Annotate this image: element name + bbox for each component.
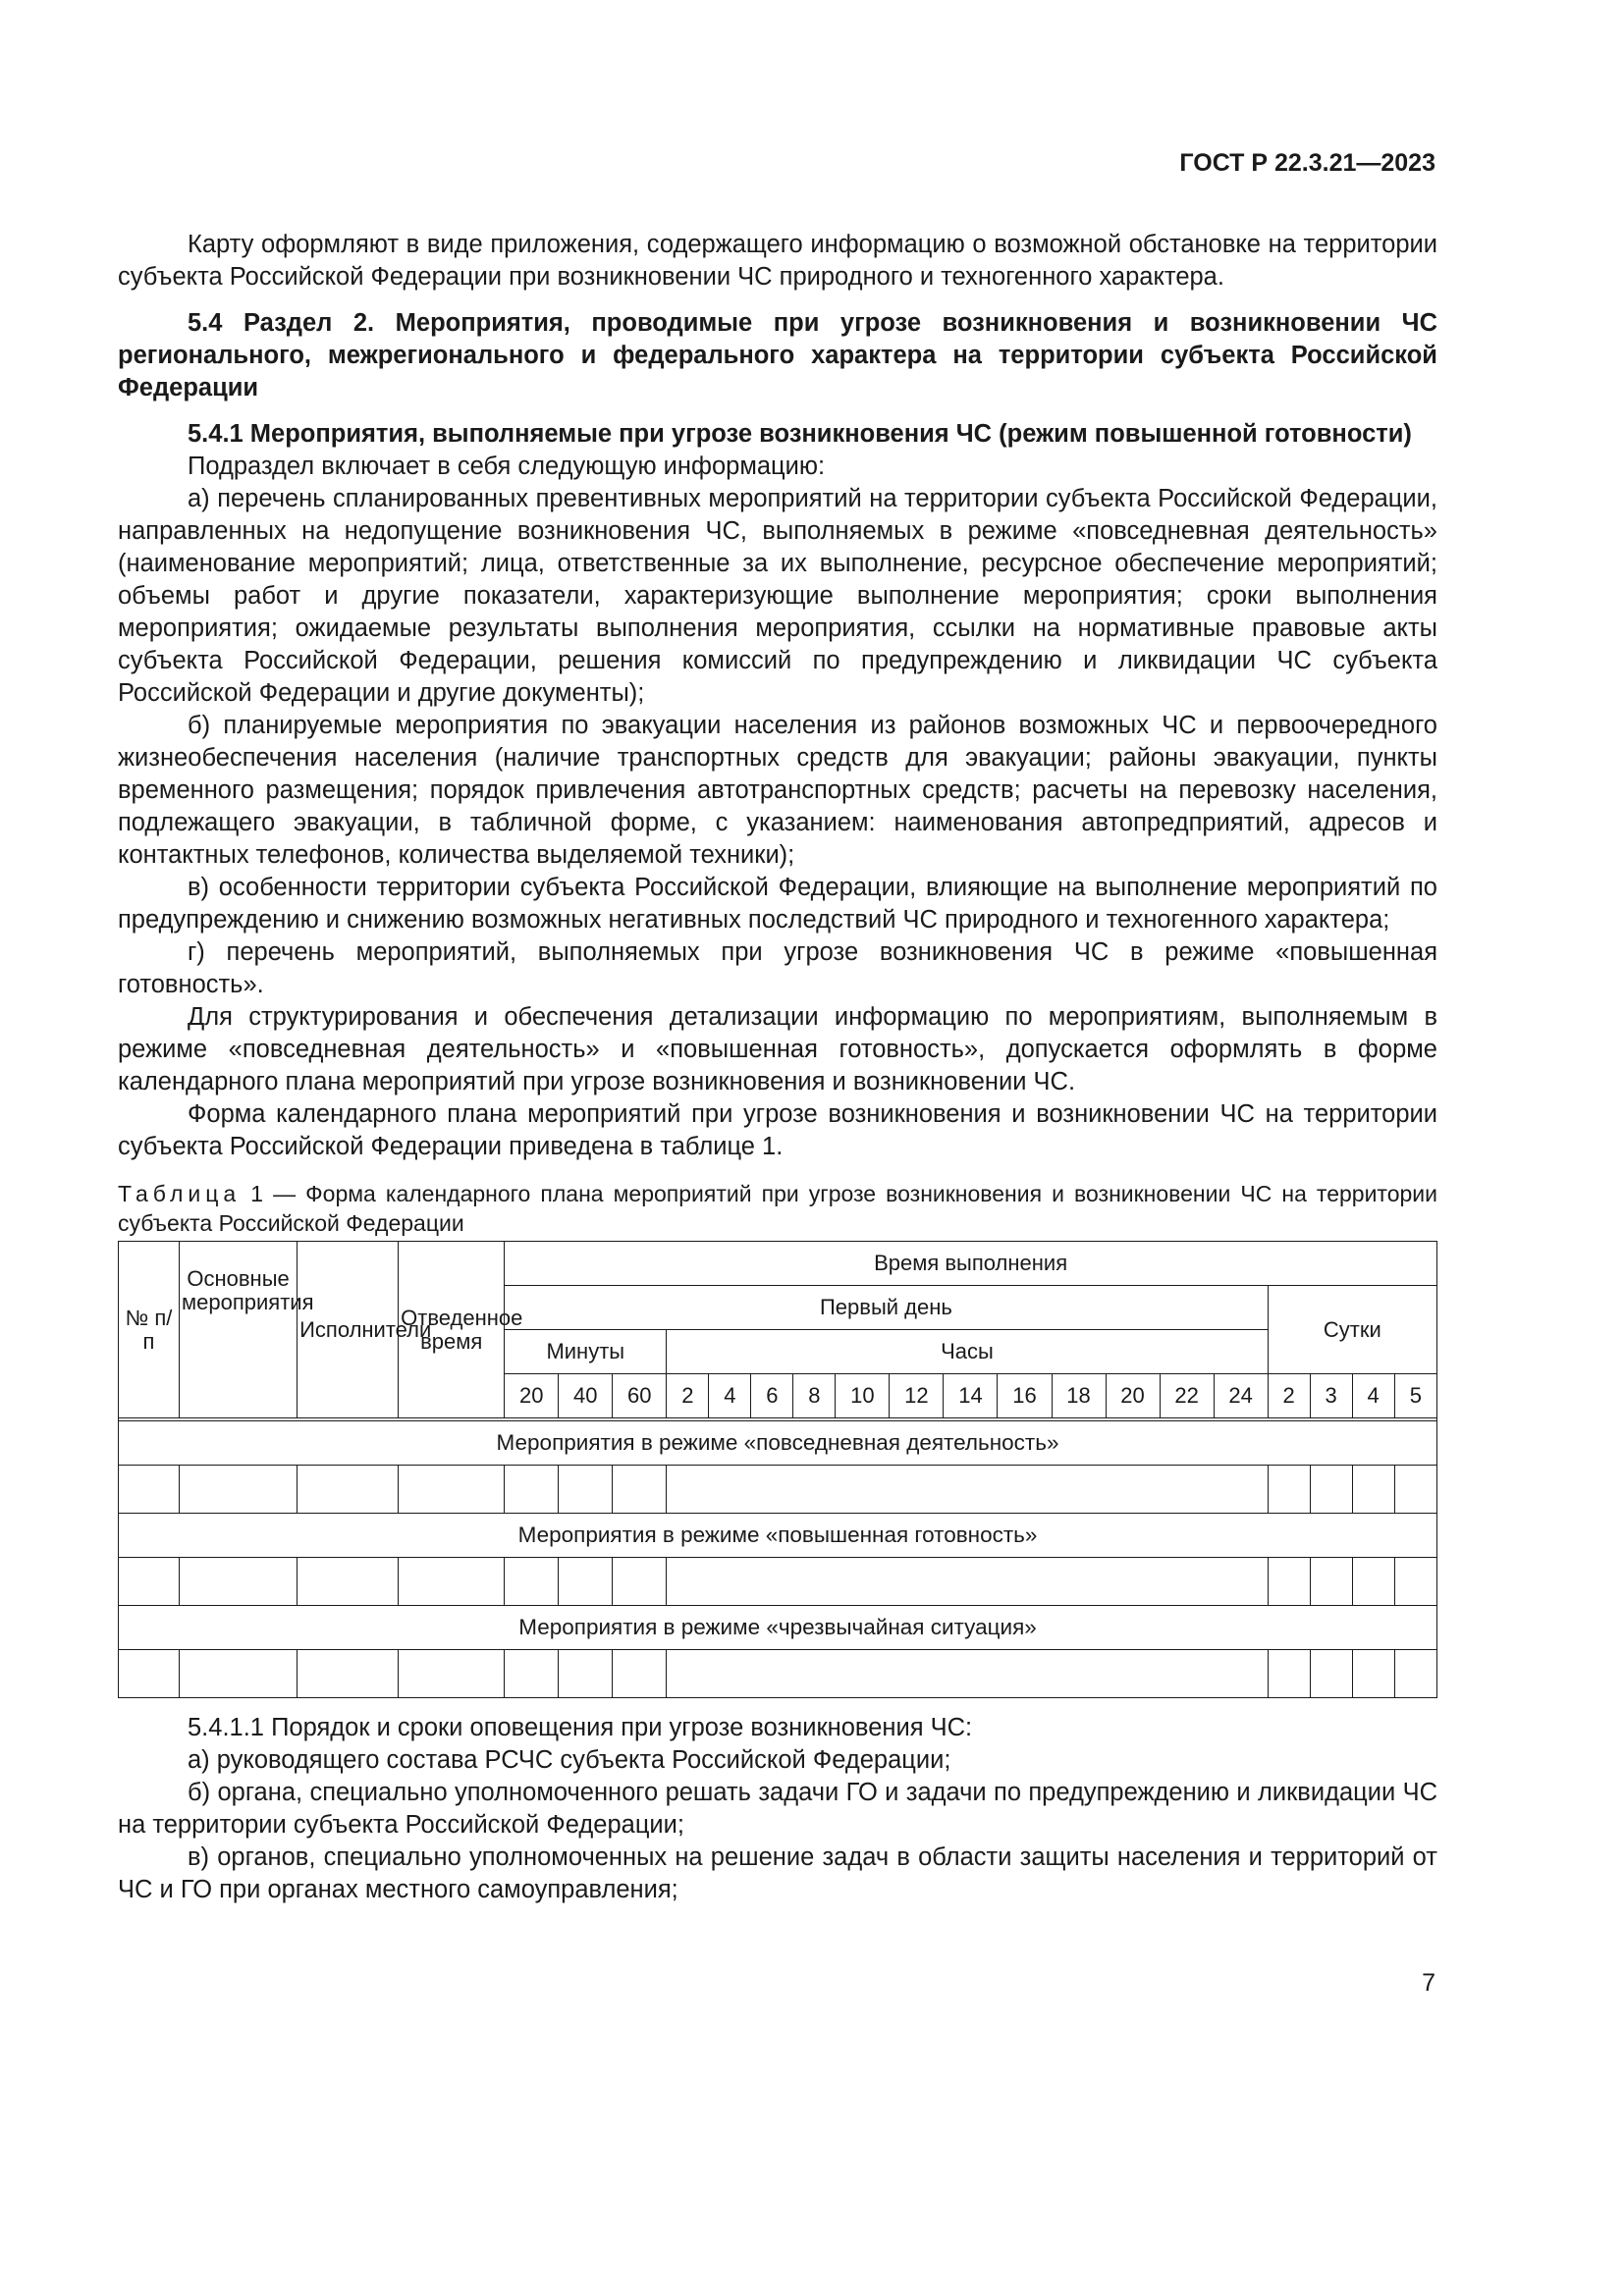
table-row [119,1650,1437,1698]
day-tick: 3 [1310,1374,1352,1418]
table-row [119,1466,1437,1514]
col-header-allotted-time: Отведенное время [399,1242,505,1418]
hour-tick: 20 [1106,1374,1160,1418]
mode-row [119,1514,1437,1558]
col-header-executors: Исполнители [298,1242,399,1418]
hour-tick: 24 [1214,1374,1268,1418]
day-tick: 2 [1268,1374,1310,1418]
hour-tick: 22 [1160,1374,1214,1418]
document-header: ГОСТ Р 22.3.21—2023 [1179,149,1435,177]
minute-tick: 20 [505,1374,559,1418]
hour-tick: 10 [836,1374,890,1418]
mode-everyday: Мероприятия в режиме «повседневная деятельность» [119,1421,1437,1466]
hour-tick: 14 [944,1374,998,1418]
mode-high-readiness: Мероприятия в режиме «повышенная готовность» [119,1514,1437,1558]
col-header-minutes: Минуты [505,1330,667,1374]
table-row [119,1558,1437,1606]
col-header-main-activities: Основные мероприятия [180,1242,298,1418]
page-number: 7 [1422,1969,1435,1997]
list-item: а) руководящего состава РСЧС субъекта Российской Федерации; [188,1746,951,1774]
col-header-days: Сутки [1268,1286,1436,1374]
hour-tick: 12 [890,1374,944,1418]
calendar-plan-table [118,1241,1437,1698]
list-item: г) перечень мероприятий, выполняемых при угрозе возникновения ЧС в режиме «повышенная готовность». [118,938,1437,998]
section-heading: 5.4 Раздел 2. Мероприятия, проводимые при угрозе возникновения и возникновении ЧС регионального, межрегионального и федерального характера на территории субъекта Российской Федерации [118,309,1437,401]
list-item: б) органа, специально уполномоченного решать задачи ГО и задачи по предупреждению и ликвидации ЧС на территории субъекта Российской Федерации; [118,1779,1437,1839]
col-header-number: № п/п [119,1242,180,1418]
mode-emergency: Мероприятия в режиме «чрезвычайная ситуация» [119,1606,1437,1650]
col-header-hours: Часы [667,1330,1268,1374]
mode-row [119,1606,1437,1650]
table-caption-label: Таблица [118,1181,242,1206]
hour-tick: 18 [1052,1374,1106,1418]
col-header-execution-time: Время выполнения [505,1242,1437,1286]
mode-row [119,1421,1437,1466]
table-caption [118,1179,1437,1238]
col-header-first-day: Первый день [505,1286,1268,1330]
subsection-paragraph: 5.4.1.1 Порядок и сроки оповещения при угрозе возникновения ЧС: [188,1714,973,1741]
hour-tick: 2 [667,1374,709,1418]
paragraph: Карту оформляют в виде приложения, содержащего информацию о возможной обстановке на территории субъекта Российской Федерации при возникновении ЧС природного и техногенного характера. [118,231,1437,291]
table-caption-text: 1 — Форма календарного плана мероприятий при угрозе возникновения и возникновении ЧС на территории субъекта Российской Федерации [118,1181,1437,1236]
minute-tick: 60 [613,1374,667,1418]
list-item: б) планируемые мероприятия по эвакуации населения из районов возможных ЧС и первоочередного жизнеобеспечения населения (наличие транспортных средств для эвакуации; районы эвакуации, пункты временного размещения; порядок привлечения автотранспортных средств; расчеты на перевозку населения, подлежащего эвакуации, в табличной форме, с указанием: наименования автопредприятий, адресов и контактных телефонов, количества выделяемой техники); [118,712,1437,869]
hour-tick: 8 [793,1374,836,1418]
table-header-row [119,1242,1437,1286]
day-tick: 4 [1352,1374,1394,1418]
hour-tick: 6 [751,1374,793,1418]
page-content [118,229,1437,1906]
list-item: в) особенности территории субъекта Российской Федерации, влияющие на выполнение мероприятий по предупреждению и снижению возможных негативных последствий ЧС природного и техногенного характера; [118,874,1437,934]
list-item: в) органов, специально уполномоченных на решение задач в области защиты населения и территорий от ЧС и ГО при органах местного самоуправления; [118,1843,1437,1903]
list-item: а) перечень спланированных превентивных мероприятий на территории субъекта Российской Федерации, направленных на недопущение возникновения ЧС, выполняемых в режиме «повседневная деятельность» (наименование мероприятий; лица, ответственные за их выполнение, ресурсное обеспечение мероприятий; объемы работ и другие показатели, характеризующие выполнение мероприятия; сроки выполнения мероприятия; ожидаемые результаты выполнения мероприятия, ссылки на нормативные правовые акты субъекта Российской Федерации, решения комиссий по предупреждению и ликвидации ЧС субъекта Российской Федерации и другие документы); [118,485,1437,707]
paragraph: Для структурирования и обеспечения детализации информацию по мероприятиям, выполняемым в режиме «повседневная деятельность» и «повышенная готовность», допускается оформлять в форме календарного плана мероприятий при угрозе возникновения и возникновении ЧС. [118,1003,1437,1095]
hour-tick: 16 [998,1374,1052,1418]
paragraph: Форма календарного плана мероприятий при угрозе возникновения и возникновении ЧС на территории субъекта Российской Федерации приведена в таблице 1. [118,1100,1437,1160]
minute-tick: 40 [559,1374,613,1418]
paragraph: Подраздел включает в себя следующую информацию: [188,453,826,480]
day-tick: 5 [1394,1374,1436,1418]
hour-tick: 4 [709,1374,751,1418]
subsection-heading: 5.4.1 Мероприятия, выполняемые при угрозе возникновения ЧС (режим повышенной готовности) [188,420,1412,448]
